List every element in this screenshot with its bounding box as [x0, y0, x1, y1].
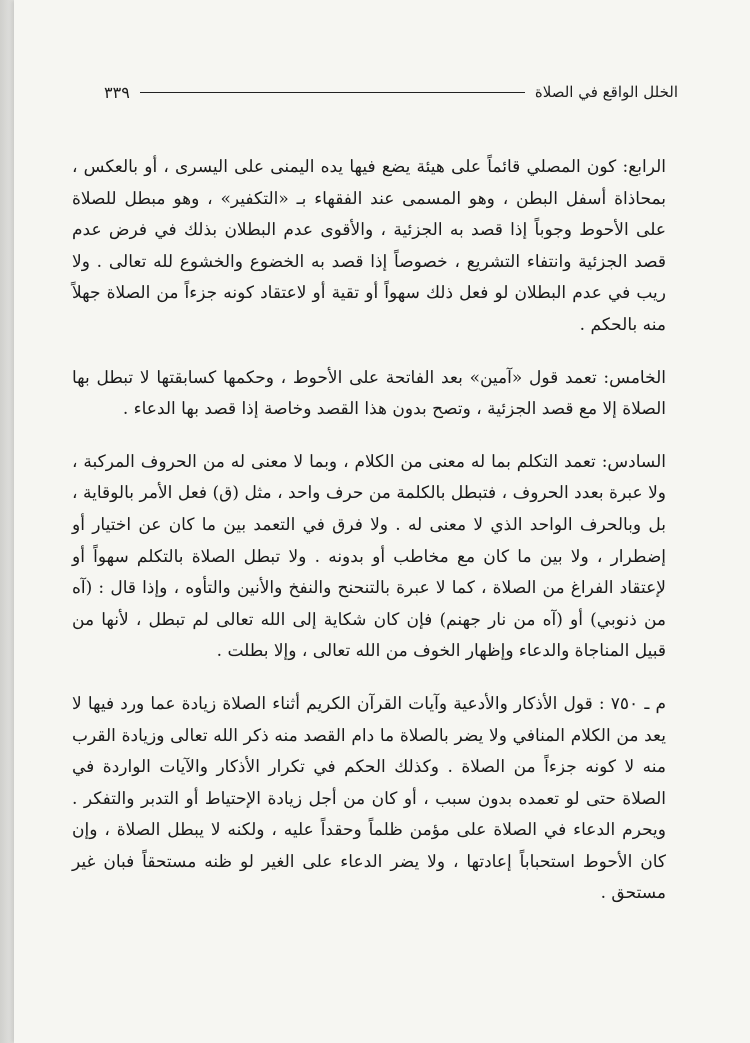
running-header	[104, 78, 678, 106]
paragraph-sixth: السادس: تعمد التكلم بما له معنى من الكلام ، وبما لا معنى له من الحروف المركبة ، ولا عبرة بعدد الحروف ، فتبطل بالكلمة من حرف واحد ، مثل (ق) فعل الأمر بالوقاية ، بل وبالحرف الواحد الذي لا معنى له . ولا فرق في التعمد بين ما كان عن اختيار أو إضطرار ، ولا بين ما كان مع مخاطب أو بدونه . ولا تبطل الصلاة بالتكلم سهواً أو لإعتقاد الفراغ من الصلاة ، كما لا عبرة بالتنحنح والنفخ والأنين والتأوه ، وإذا قال : (آه من ذنوبي) أو (آه من نار جهنم) فإن كان شكاية إلى الله تعالى لم تبطل ، لأنها من قبيل المناجاة والدعاء وإظهار الخوف من الله تعالى ، وإلا بطلت .	[72, 451, 666, 662]
paragraph-fourth: الرابع: كون المصلي قائماً على هيئة يضع فيها يده اليمنى على اليسرى ، أو بالعكس ، بمحاذاة أسفل البطن ، وهو المسمى عند الفقهاء بـ «التكفير» ، وهو مبطل للصلاة على الأحوط وجوباً إذا قصد به الجزئية ، والأقوى عدم البطلان بذلك في فرض عدم قصد الجزئية وانتفاء التشريع ، خصوصاً إذا قصد به الخضوع والخشوع لله تعالى . ولا ريب في عدم البطلان لو فعل ذلك سهواً أو تقية أو لاعتقاد كونه جزءاً من الصلاة جهلاً منه بالحكم .	[72, 157, 666, 335]
paragraph-issue-750: م ـ ٧٥٠ : قول الأذكار والأدعية وآيات القرآن الكريم أثناء الصلاة زيادة عما ورد فيها لا يعد من الكلام المنافي ولا يضر بالصلاة ما دام القصد منه ذكر الله تعالى وزيادة القرب منه لا كونه جزءاً من الصلاة . وكذلك الحكم في تكرار الأذكار والآيات الواردة في الصلاة حتى لو تعمده بدون سبب ، أو كان من أجل زيادة الإحتياط أو التدبر والتفكر . ويحرم الدعاء في الصلاة على مؤمن ظلماً وحقداً عليه ، ولكنه لا يبطل الصلاة ، وإن كان الأحوط استحباباً إعادتها ، ولا يضر الدعاء على الغير لو ظنه مستحقاً فبان غير مستحق .	[72, 693, 666, 904]
header-rule	[140, 92, 525, 93]
book-spine-shadow	[0, 0, 14, 1043]
paragraph-fifth: الخامس: تعمد قول «آمين» بعد الفاتحة على الأحوط ، وحكمها كسابقتها لا تبطل بها الصلاة إلا مع قصد الجزئية ، وتصح بدون هذا القصد وخاصة إذا قصد بها الدعاء .	[72, 367, 666, 420]
page-body	[72, 152, 666, 910]
page-number: ٣٣٩	[104, 82, 130, 102]
running-header-title: الخلل الواقع في الصلاة	[534, 83, 678, 101]
